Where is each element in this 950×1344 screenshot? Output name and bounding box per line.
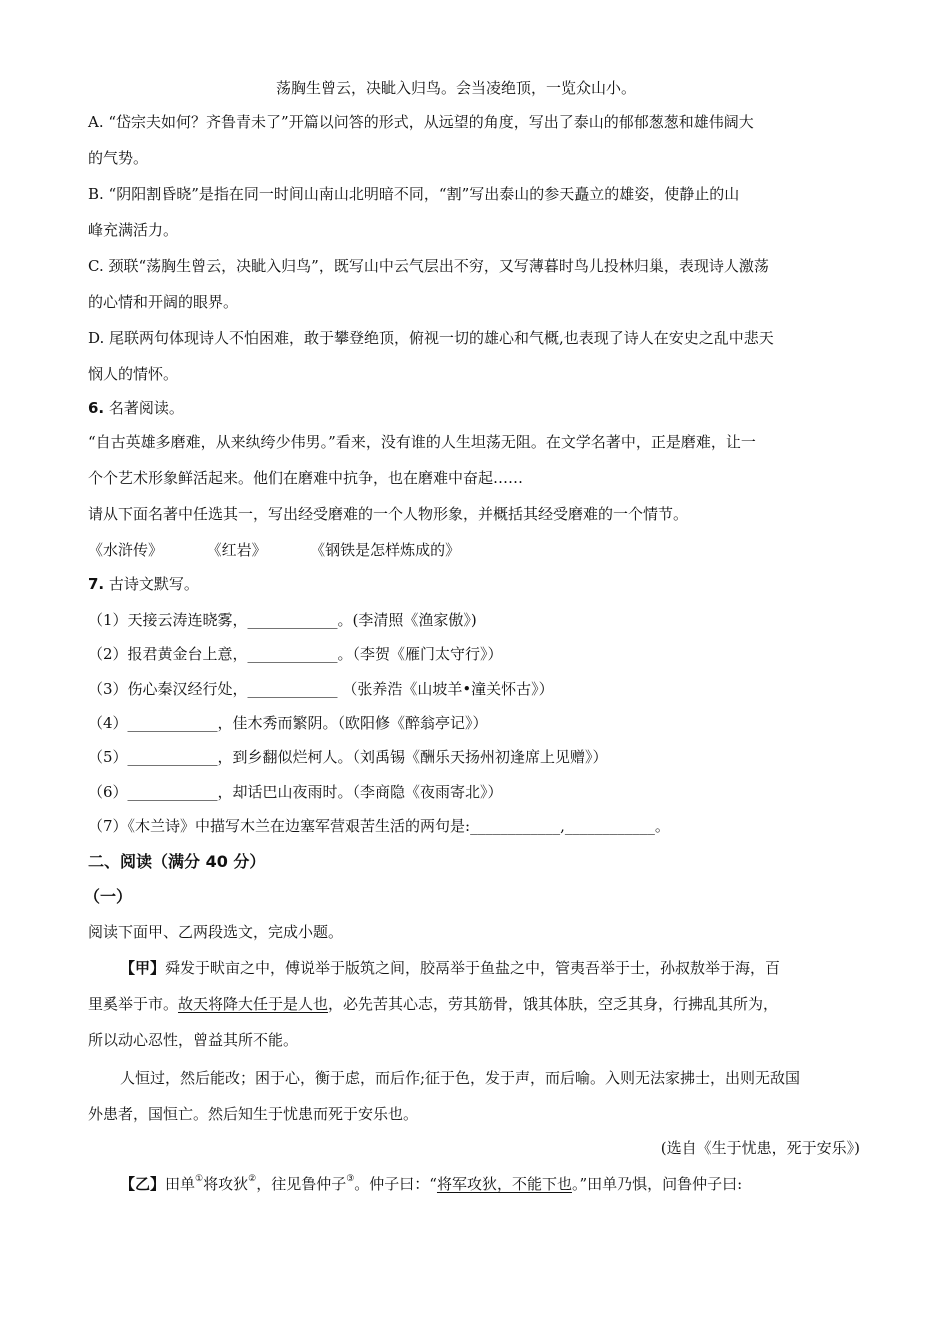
jia-line-3: 所以动心忍性，曾益其所不能。 — [88, 1031, 299, 1049]
book-title: 《水浒传》 — [88, 541, 164, 559]
yi-text: 将攻狄 — [203, 1175, 249, 1193]
section-2-title: 二、阅读（满分 40 分） — [88, 852, 266, 871]
jia-tag: 【甲】 — [120, 959, 166, 977]
question-7-heading — [88, 574, 199, 594]
book-title: 《红岩》 — [206, 541, 267, 559]
subsection-title: （一） — [84, 887, 133, 906]
option-b-line-1: B. “阴阳割昏晓”是指在同一时间山南山北明暗不同，“割”写出泰山的参天矗立的雄姿，使静止的山 — [88, 185, 740, 203]
recitation-item-3: （3）伤心秦汉经行处，____________ （张养浩《山坡羊•潼关怀古》） — [88, 680, 554, 698]
underlined-sentence: 将军攻狄，不能下也 — [436, 1175, 572, 1193]
option-d-line-2: 悯人的情怀。 — [88, 365, 179, 383]
jia-text: ，必先苦其心志，劳其筋骨，饿其体肤，空乏其身，行拂乱其所为， — [328, 995, 779, 1013]
yi-text: ，往见鲁仲子 — [256, 1175, 347, 1193]
q6-paragraph-line-1: “自古英雄多磨难，从来纨绔少伟男。”看来，没有谁的人生坦荡无阻。在文学名著中，正是磨难，让一 — [88, 433, 756, 451]
recitation-item-7: （7）《木兰诗》中描写木兰在边塞军营艰苦生活的两句是:____________,____________。 — [88, 817, 670, 835]
yi-tag: 【乙】 — [120, 1175, 166, 1193]
book-title: 《钢铁是怎样炼成的》 — [310, 541, 461, 559]
footnote-marker: ① — [195, 1174, 204, 1184]
reading-intro: 阅读下面甲、乙两段选文，完成小题。 — [88, 923, 344, 941]
recitation-item-2: （2）报君黄金台上意，____________。（李贺《雁门太守行》） — [88, 645, 503, 663]
question-number: 6. — [88, 399, 105, 417]
jia-text: 舜发于畎亩之中，傅说举于版筑之间，胶鬲举于鱼盐之中，管夷吾举于士，孙叔敖举于海，百 — [165, 959, 781, 977]
footnote-marker: ② — [248, 1174, 257, 1184]
underlined-sentence: 故天将降大任于是人也 — [178, 995, 329, 1013]
recitation-item-4: （4）____________，佳木秀而繁阴。（欧阳修《醉翁亭记》） — [88, 714, 488, 732]
footnote-marker: ③ — [346, 1174, 355, 1184]
book-list — [88, 540, 460, 560]
option-c-line-2: 的心情和开阔的眼界。 — [88, 293, 239, 311]
jia-line-2 — [88, 994, 778, 1014]
q6-paragraph-line-2: 个个艺术形象鲜活起来。他们在磨难中抗争，也在磨难中奋起…… — [88, 469, 524, 487]
jia-source: (选自《生于忧患，死于安乐》) — [660, 1139, 860, 1157]
jia-text: 里奚举于市。 — [88, 995, 179, 1013]
jia-line-4: 人恒过，然后能改；困于心，衡于虑，而后作;征于色，发于声，而后喻。入则无法家拂士，出则无敌国 — [120, 1069, 801, 1087]
question-6-heading — [88, 398, 184, 418]
recitation-item-6: （6）____________，却话巴山夜雨时。（李商隐《夜雨寄北》） — [88, 783, 503, 801]
option-b-line-2: 峰充满活力。 — [88, 221, 179, 239]
yi-text: 。”田单乃惧，问鲁仲子曰: — [571, 1175, 743, 1193]
option-a-line-1: A. “岱宗夫如何？齐鲁青未了”开篇以问答的形式，从远望的角度，写出了泰山的郁郁葱葱和雄伟阔大 — [88, 113, 754, 131]
yi-text: 田单 — [165, 1175, 196, 1193]
poem-tail-line: 荡胸生曾云，决眦入归鸟。会当凌绝顶，一览众山小。 — [276, 79, 637, 97]
recitation-item-5: （5）____________，到乡翻似烂柯人。（刘禹锡《酬乐天扬州初逢席上见赠》） — [88, 748, 608, 766]
option-a-line-2: 的气势。 — [88, 149, 149, 167]
option-c-line-1: C. 颈联“荡胸生曾云，决眦入归鸟”，既写山中云气层出不穷，又写薄暮时鸟儿投林归巢，表现诗人激荡 — [88, 257, 769, 275]
yi-text: 。仲子曰：“ — [354, 1175, 437, 1193]
q6-instruction: 请从下面名著中任选其一，写出经受磨难的一个人物形象，并概括其经受磨难的一个情节。 — [88, 505, 689, 523]
jia-line-1 — [120, 958, 780, 978]
jia-line-5: 外患者，国恒亡。然后知生于忧患而死于安乐也。 — [88, 1105, 419, 1123]
question-title: 名著阅读。 — [108, 399, 184, 417]
option-d-line-1: D. 尾联两句体现诗人不怕困难，敢于攀登绝顶，俯视一切的雄心和气概,也表现了诗人在安史之乱中悲天 — [88, 329, 774, 347]
question-number: 7. — [88, 575, 105, 593]
recitation-item-1: （1）天接云涛连晓雾，____________。(李清照《渔家傲》) — [88, 611, 477, 629]
question-title: 古诗文默写。 — [108, 575, 199, 593]
yi-line-1 — [120, 1174, 742, 1194]
